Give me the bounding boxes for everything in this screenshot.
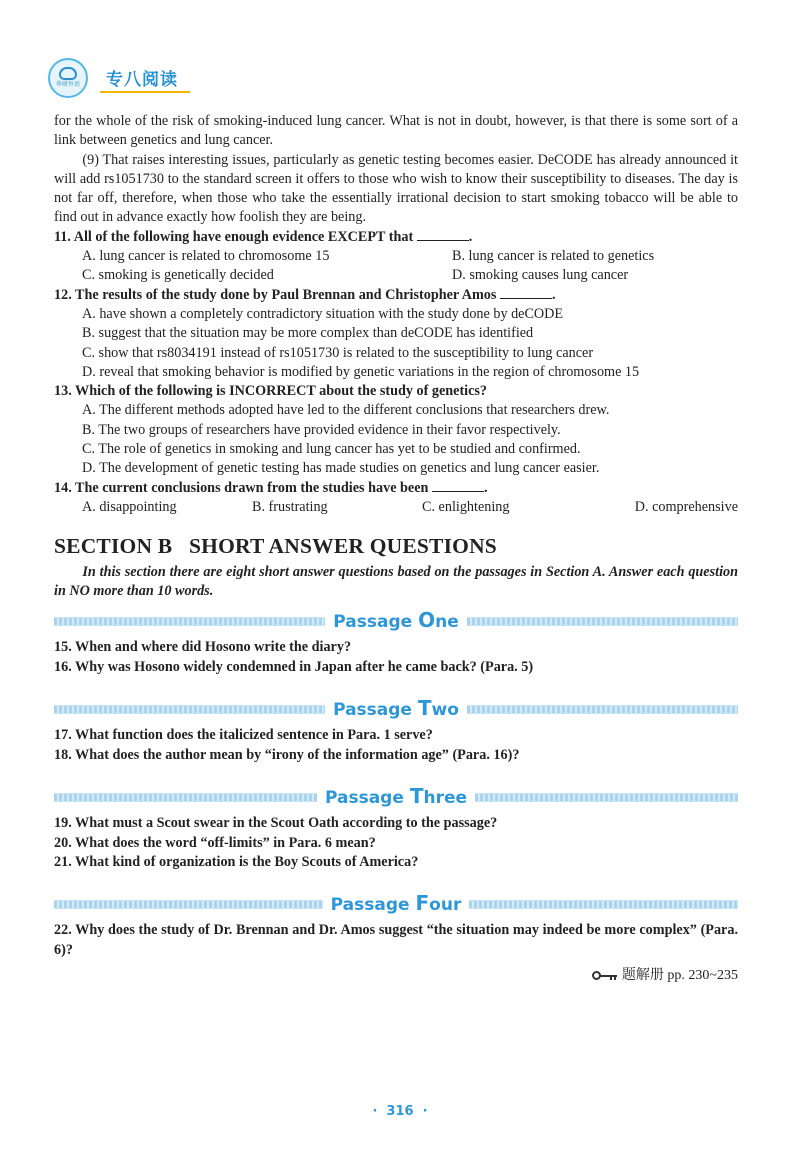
publisher-logo: [48, 58, 88, 98]
page-header: [48, 58, 228, 102]
question-14: [54, 479, 738, 498]
option-c: C. smoking is genetically decided: [82, 267, 274, 284]
passage-cap: O: [418, 608, 436, 633]
question-stem: 14. The current conclusions drawn from the studies have been: [54, 479, 429, 496]
options-row: [82, 247, 738, 266]
divider-bar: [467, 617, 738, 626]
passage-label: [317, 783, 475, 808]
divider-bar: [54, 793, 317, 802]
divider-bar: [467, 705, 738, 714]
passage-rest: hree: [423, 787, 468, 808]
passage-cap: T: [417, 696, 432, 721]
passage-paragraph: for the whole of the risk of smoking-induced lung cancer. What is not in doubt, however, is that there is some sort of a link between genetics and lung cancer.: [54, 113, 738, 149]
divider-bar: [54, 900, 323, 909]
answer-blank: [500, 286, 552, 299]
option-d: D. comprehensive: [634, 498, 738, 515]
option-b: B. suggest that the situation may be more complex than deCODE has identified: [82, 325, 534, 342]
divider-bar: [54, 705, 325, 714]
passage-rest: ne: [435, 612, 459, 633]
question-18: 18. What does the author mean by “irony of the information age” (Para. 16)?: [54, 746, 520, 763]
passage-rest: our: [429, 895, 462, 916]
option-b: B. lung cancer is related to genetics: [452, 248, 655, 265]
option-a: A. have shown a completely contradictory situation with the study done by deCODE: [82, 305, 564, 322]
passage-cap: F: [415, 891, 430, 916]
passage-paragraph-9: (9) That raises interesting issues, particularly as genetic testing becomes easier. DeCODE has already announced it will add rs1051730 to the standard screen it offers to those who wish to know their susceptibility to diseases. The day is not far off, therefore, when those who take the essentially irrational decision to start smoking tobacco will be able to find out in advance exactly how foolish they are being.: [54, 151, 738, 226]
passage-three-header: [54, 783, 738, 808]
passage-word: Passage: [333, 700, 418, 721]
option-d: D. reveal that smoking behavior is modified by genetic variations in the region of chromosome 15: [82, 363, 640, 380]
divider-bar: [475, 793, 738, 802]
passage-cap: T: [409, 783, 424, 808]
question-19: 19. What must a Scout swear in the Scout Oath according to the passage?: [54, 815, 498, 832]
option-d: D. smoking causes lung cancer: [452, 267, 629, 284]
option-a: A. disappointing: [82, 498, 177, 515]
question-12: [54, 286, 738, 305]
header-underline: [100, 91, 190, 93]
question-stem: 12. The results of the study done by Paul Brennan and Christopher Amos: [54, 286, 497, 303]
question-end: .: [483, 479, 488, 496]
question-end: .: [468, 228, 473, 245]
option-c: C. The role of genetics in smoking and lung cancer has yet to be studied and confirmed.: [82, 441, 581, 458]
passage-word: Passage: [330, 895, 416, 916]
answer-blank: [432, 479, 484, 492]
answer-reference: [54, 966, 738, 985]
passage-label: [325, 608, 466, 633]
question-stem: 11. All of the following have enough evidence EXCEPT that: [54, 228, 414, 245]
passage-word: Passage: [333, 612, 419, 633]
option-b: B. The two groups of researchers have provided evidence in their favor respectively.: [82, 421, 561, 438]
question-17: 17. What function does the italicized sentence in Para. 1 serve?: [54, 727, 433, 744]
option-a: A. lung cancer is related to chromosome 15: [82, 248, 330, 265]
key-icon: [592, 971, 618, 981]
book-title: 专八阅读: [106, 70, 178, 90]
question-20: 20. What does the word “off-limits” in Para. 6 mean?: [54, 834, 376, 851]
passage-rest: wo: [431, 700, 459, 721]
option-b: B. frustrating: [252, 498, 328, 515]
passage-four-header: [54, 891, 738, 916]
page-number: · 316 ·: [372, 1104, 428, 1119]
question-16: 16. Why was Hosono widely condemned in Japan after he came back? (Para. 5): [54, 658, 534, 675]
answer-reference-text: 题解册 pp. 230~235: [621, 967, 738, 983]
question-13: 13. Which of the following is INCORRECT about the study of genetics?: [54, 383, 488, 400]
passage-label: [325, 696, 467, 721]
passage-two-header: [54, 696, 738, 721]
question-15: 15. When and where did Hosono write the diary?: [54, 639, 352, 656]
divider-bar: [54, 617, 325, 626]
option-c: C. show that rs8034191 instead of rs1051730 is related to the susceptibility to lung cancer: [82, 344, 594, 361]
divider-bar: [469, 900, 738, 909]
question-21: 21. What kind of organization is the Boy Scouts of America?: [54, 853, 419, 870]
question-end: .: [551, 286, 556, 303]
page-content: [54, 112, 738, 985]
passage-one-header: [54, 608, 738, 633]
section-b-intro: In this section there are eight short answer questions based on the passages in Section A. Answer each question in NO more than 10 words.: [54, 563, 738, 599]
logo-text: 华研外语: [55, 80, 80, 88]
option-c: C. enlightening: [422, 498, 510, 515]
options-row: [82, 498, 738, 517]
question-11: [54, 228, 738, 247]
passage-label: [323, 891, 470, 916]
question-22: 22. Why does the study of Dr. Brennan and Dr. Amos suggest “the situation may indeed be more complex” (Para. 6)?: [54, 922, 738, 958]
logo-face-icon: [59, 67, 77, 80]
options-row: [82, 266, 738, 285]
section-b-title: SECTION B SHORT ANSWER QUESTIONS: [54, 534, 497, 559]
passage-word: Passage: [325, 787, 410, 808]
option-a: A. The different methods adopted have led to the different conclusions that researchers drew.: [82, 402, 610, 419]
option-d: D. The development of genetic testing has made studies on genetics and lung cancer easier.: [82, 460, 600, 477]
answer-blank: [417, 228, 469, 241]
